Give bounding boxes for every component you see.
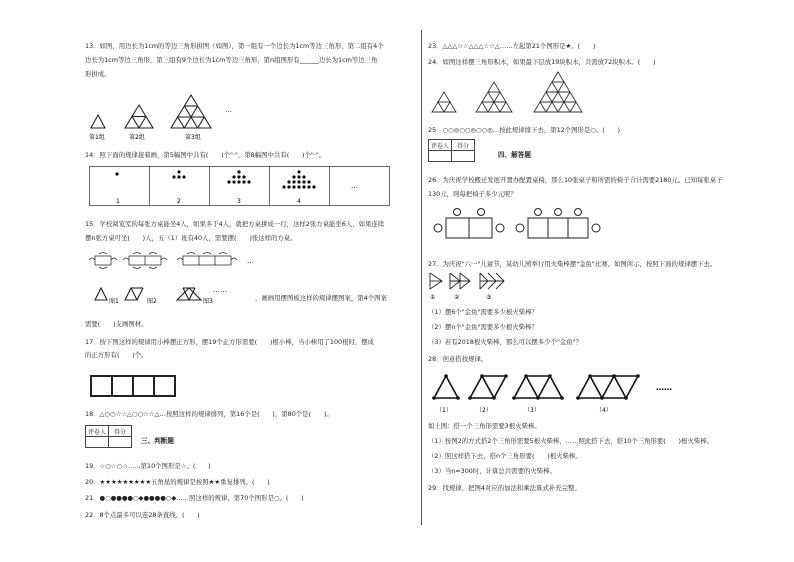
q27-item-3: （3）若有2018根火柴棒，那么可以摆多少个"金鱼"？	[428, 338, 583, 346]
q28-item-2: （2）照这样搭下去，搭n个三角形要( )根火柴棒。	[428, 452, 582, 460]
q15-line-1: 15．学校阅览室的每张方桌能坐4人，如果多于4人，就把方桌拼成一行，这样2张方桌能坐6人，如果连续	[85, 220, 385, 228]
score-header-score: 得分	[109, 426, 132, 437]
q15-ellipsis: …	[247, 257, 254, 265]
q16-text-2: 需要( )支画图材。	[85, 320, 148, 328]
q16-label-3: 图3	[203, 298, 213, 305]
section-3-title: 三、判断题	[141, 437, 174, 445]
q16-label-2: 图2	[147, 298, 157, 305]
q16-text: ，画画用摆图板这样的规律摆图案，第4个图案	[255, 294, 387, 302]
q14-label-4: 4	[297, 198, 301, 205]
score-cell-grader	[86, 437, 109, 448]
q13-line-2: 边长为1cm等边三角形，第三组有9个边长为1cm等边三角形，第n组图形有______边长为1cm等边三角	[85, 56, 378, 64]
score-header-grader: 评卷人	[429, 140, 452, 151]
q28-label-4: （4）	[596, 407, 612, 414]
q28-match-triangles-figure	[428, 368, 688, 414]
score-header-score: 得分	[452, 140, 475, 151]
q28-label-1: （1）	[436, 407, 452, 414]
q28-label-2: （2）	[476, 407, 492, 414]
q14-label-1: 1	[116, 198, 120, 205]
q27-text: 27．为庆祝"六一"儿童节，某幼儿园举行用火柴棒摆"金鱼"比赛。如图所示，按照下面的规律摆下去。	[428, 260, 717, 268]
q15-line-2: 摆n张方桌可坐( )人，五（1）班有40人，需要摆( )张这样的方桌。	[85, 234, 297, 242]
q13-label-2: 第2组	[129, 134, 145, 141]
score-cell-score	[109, 437, 132, 448]
q14-ellipsis: …	[351, 182, 358, 190]
q19-text: 19．☆○☆○☆……第10个图形是☆。( )	[85, 462, 211, 470]
q16-label-1: 图1	[109, 298, 119, 305]
score-cell-score	[452, 151, 475, 162]
q26-table-figure	[428, 206, 628, 246]
q28-text: 28．创意搭找规律。	[428, 355, 488, 363]
q26-line-1: 26．为庆祝学校搬迁发展开置办配置桌椅，那么10张桌子和所需的椅子合计需要2180元。已知每张桌子	[428, 176, 723, 184]
q28-dots: ……	[656, 383, 672, 392]
q27-fish-figure	[428, 271, 548, 301]
q18-text: 18．△○○☆☆△○○☆☆△…按照这样的规律排列，第16个是( )，第80个是( )。	[85, 410, 333, 418]
q13-triangle-figure	[85, 92, 255, 142]
q26-line-2: 130元，则每把椅子多少元呢？	[428, 190, 517, 198]
q13-ellipsis: …	[225, 106, 232, 114]
q17-line-2: 的正方形有( )个。	[85, 351, 148, 359]
q27-item-2: （2）摆n个"金鱼"需要多少根火柴棒？	[428, 323, 538, 331]
column-divider	[421, 30, 422, 525]
q14-label-3: 3	[237, 198, 241, 205]
q17-squares-figure	[87, 372, 187, 402]
q16-figure	[85, 282, 235, 312]
q27-item-1: （1）摆6个"金鱼"需要多少根火柴棒？	[428, 308, 538, 316]
q15-table-figure	[87, 250, 287, 272]
q24-stack-figure	[428, 68, 628, 116]
q14-dot-pattern-figure	[89, 166, 415, 208]
q17-line-1: 17．按下图这样的规律用小棒摆正方形，摆19个正方形需要( )根小棒，当小棒用了100根时，摆成	[85, 338, 375, 346]
q21-text: 21．●○●●●●○◆●●●●○◆……照这样的规律，第70个图形是○。( )	[85, 494, 304, 502]
q23-text: 23．△△△☆☆△△△☆☆△……左起第21个图形是★。( )	[428, 42, 596, 50]
q22-text: 22．8个点最多可以连28条直线。( )	[85, 511, 200, 519]
q27-label-2: ②	[454, 294, 460, 301]
score-table-3	[85, 425, 132, 448]
q25-text: 25．○○◎○○◎○○◎…按此规律排下去，第12个图形是○。( )	[428, 126, 621, 134]
q28-item-1: （1）按图2的方式搭2个三角形需要5根火柴棒，……照此搭下去，搭10个三角形要( )根火柴棒。	[428, 437, 714, 445]
score-header-grader: 评卷人	[86, 426, 109, 437]
section-4-title: 四、解答题	[498, 151, 531, 159]
q27-label-1: ①	[430, 294, 436, 301]
q13-label-3: 第3组	[185, 134, 201, 141]
q29-text: 29．找规律，把图4对应的加法和乘法算式补充完整。	[428, 484, 581, 492]
q13-line-1: 13．如图，用边长为1cm的等边三角形拼图（如图），第一组有一个边长为1cm等边三角形，第二组有4个	[85, 42, 384, 50]
score-cell-grader	[429, 151, 452, 162]
score-table-4	[428, 139, 475, 162]
q13-label-1: 第1组	[89, 134, 105, 141]
q14-text: 14．照下面的规律接着画，第5幅图中共有( )个"·"，第8幅图中共有( )个"·"。	[85, 151, 326, 159]
q16-dots: ……	[213, 286, 227, 294]
q14-label-2: 2	[177, 198, 181, 205]
q13-line-3: 形拼成。	[85, 70, 111, 78]
q28-item-3: （3）当n=300时，计算总共需要的火柴棒。	[428, 467, 556, 475]
q28-label-3: （3）	[524, 407, 540, 414]
q27-label-3: ③	[486, 294, 492, 301]
q28-item-0: 如上图：搭一个三角形需要3根火柴棒。	[428, 422, 541, 430]
q24-text: 24．如图这样摆三角形积木，如果最下层放19块积木，共需放72块积木。( )	[428, 58, 656, 66]
q20-text: 20．★★★★★★★★★五角星的规律是按照★★重复排列。( )	[85, 478, 270, 486]
